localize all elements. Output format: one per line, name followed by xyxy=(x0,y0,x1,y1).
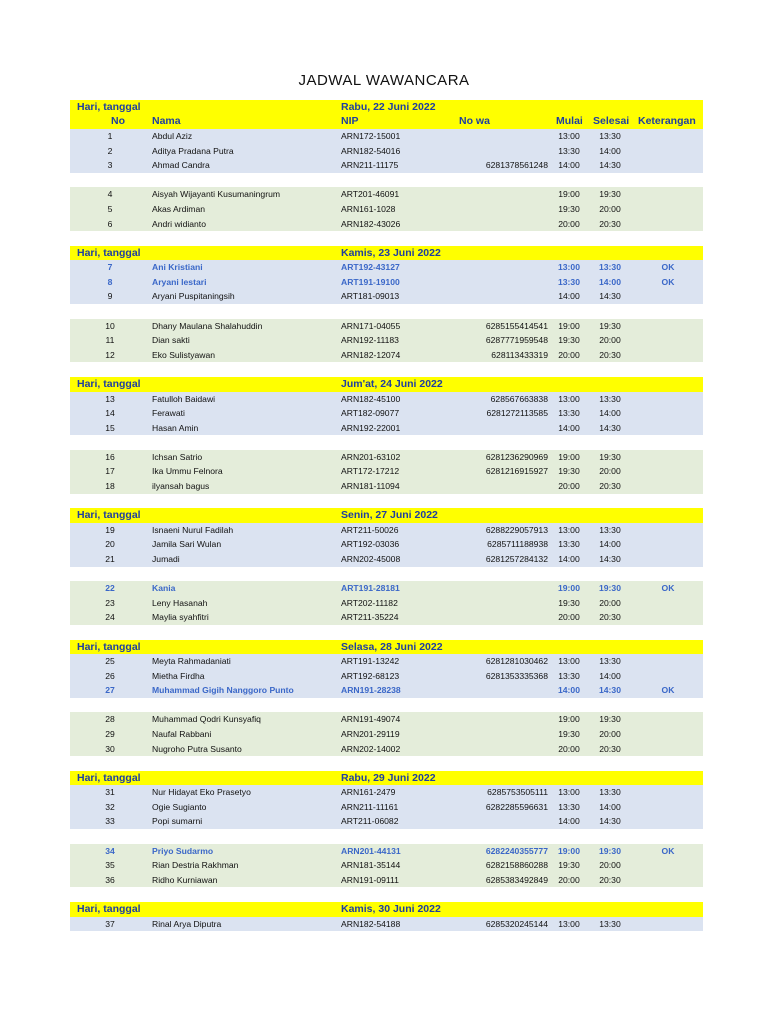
row-start-time: 14:00 xyxy=(558,422,580,433)
row-end-time: 13:30 xyxy=(599,524,621,535)
row-nip: ARN181-35144 xyxy=(341,860,401,871)
row-start-time: 20:00 xyxy=(558,349,580,360)
row-nip: ARN182-54016 xyxy=(341,145,401,156)
row-start-time: 19:00 xyxy=(558,320,580,331)
page-title: JADWAL WAWANCARA xyxy=(298,72,470,89)
table-row xyxy=(70,187,703,202)
row-name: Aditya Pradana Putra xyxy=(152,145,234,156)
row-number: 10 xyxy=(105,320,115,331)
row-phone: 6285753505111 xyxy=(487,787,548,798)
row-number: 29 xyxy=(105,728,115,739)
day-header xyxy=(70,902,703,917)
row-start-time: 14:00 xyxy=(558,685,580,696)
group-spacer xyxy=(70,435,703,450)
row-name: Nur Hidayat Eko Prasetyo xyxy=(152,787,251,798)
row-number: 5 xyxy=(107,203,113,214)
day-date: Rabu, 29 Juni 2022 xyxy=(341,771,436,784)
row-name: Ridho Kurniawan xyxy=(152,874,218,885)
table-row xyxy=(70,406,703,421)
row-number: 9 xyxy=(107,291,113,302)
day-spacer xyxy=(70,494,703,509)
row-start-time: 14:00 xyxy=(558,291,580,302)
row-end-time: 20:00 xyxy=(599,860,621,871)
row-number: 13 xyxy=(105,393,115,404)
row-name: Kania xyxy=(152,583,176,594)
row-start-time: 20:00 xyxy=(558,874,580,885)
row-phone: 6287771959548 xyxy=(485,335,548,346)
row-number: 28 xyxy=(105,714,115,725)
row-end-time: 13:30 xyxy=(599,131,621,141)
row-start-time: 19:30 xyxy=(558,860,580,871)
row-start-time: 20:00 xyxy=(558,218,580,229)
row-nip: ARN191-09111 xyxy=(341,874,399,885)
row-name: Abdul Aziz xyxy=(152,131,193,141)
row-start-time: 13:30 xyxy=(558,145,580,156)
row-end-time: 20:30 xyxy=(599,218,621,229)
row-name: Aryani Puspitaningsih xyxy=(152,291,235,302)
row-start-time: 13:00 xyxy=(558,787,580,798)
day-header xyxy=(70,771,703,786)
group-spacer xyxy=(70,567,703,582)
col-keterangan-header: Keterangan xyxy=(638,115,696,127)
row-phone: 6285383492849 xyxy=(485,874,548,885)
table-row xyxy=(70,785,703,800)
row-number: 22 xyxy=(105,583,115,594)
row-name: Aisyah Wijayanti Kusumaningrum xyxy=(152,189,281,200)
row-end-time: 20:00 xyxy=(599,466,621,477)
row-start-time: 20:00 xyxy=(558,481,580,492)
day-spacer xyxy=(70,625,703,640)
row-end-time: 19:30 xyxy=(599,714,621,725)
row-end-time: 20:00 xyxy=(599,728,621,739)
row-end-time: 14:00 xyxy=(599,801,621,812)
day-header-label: Hari, tanggal xyxy=(77,640,141,653)
row-number: 34 xyxy=(105,845,115,856)
row-name: Ichsan Satrio xyxy=(152,451,203,462)
row-start-time: 19:00 xyxy=(558,583,580,594)
table-row xyxy=(70,844,703,859)
table-row xyxy=(70,873,703,888)
table-row xyxy=(70,464,703,479)
row-number: 27 xyxy=(105,685,115,696)
table-row xyxy=(70,421,703,436)
row-start-time: 19:30 xyxy=(558,335,580,346)
day-header xyxy=(70,100,703,129)
table-row xyxy=(70,392,703,407)
row-name: Akas Ardiman xyxy=(152,203,206,214)
row-phone: 6285155414541 xyxy=(485,320,548,331)
table-row xyxy=(70,727,703,742)
row-start-time: 19:30 xyxy=(558,466,580,477)
col-nip-header: NIP xyxy=(341,115,359,127)
day-date: Selasa, 28 Juni 2022 xyxy=(341,640,443,653)
row-nip: ART191-13242 xyxy=(341,656,400,666)
row-end-time: 19:30 xyxy=(599,845,621,856)
day-spacer xyxy=(70,756,703,771)
table-row xyxy=(70,552,703,567)
row-nip: ARN182-43026 xyxy=(341,218,401,229)
row-nip: ART201-46091 xyxy=(341,189,400,200)
row-nip: ART211-50026 xyxy=(341,524,399,535)
row-nip: ARN202-14002 xyxy=(341,743,401,754)
row-end-time: 14:30 xyxy=(599,422,621,433)
row-name: Leny Hasanah xyxy=(152,597,208,608)
row-name: Fatulloh Baidawi xyxy=(152,393,216,404)
row-number: 32 xyxy=(105,801,115,812)
day-date: Senin, 27 Juni 2022 xyxy=(341,509,438,522)
row-number: 25 xyxy=(105,656,115,666)
table-row xyxy=(70,217,703,232)
row-nip: ARN182-12074 xyxy=(341,349,401,360)
row-name: Eko Sulistyawan xyxy=(152,349,216,360)
row-name: Muhammad Qodri Kunsyafiq xyxy=(152,714,261,725)
row-nip: ART192-03036 xyxy=(341,539,400,550)
row-name: Priyo Sudarmo xyxy=(152,845,214,856)
row-number: 1 xyxy=(107,131,113,141)
row-start-time: 19:00 xyxy=(558,189,580,200)
row-nip: ART182-09077 xyxy=(341,408,400,419)
row-end-time: 13:30 xyxy=(599,393,621,404)
table-row xyxy=(70,610,703,625)
row-end-time: 20:30 xyxy=(599,874,621,885)
row-name: Ogie Sugianto xyxy=(152,801,207,812)
row-nip: ARN181-11094 xyxy=(341,481,400,492)
row-number: 3 xyxy=(107,160,113,171)
table-row xyxy=(70,858,703,873)
row-phone: 628113433319 xyxy=(491,349,548,360)
row-number: 12 xyxy=(105,349,115,360)
day-date: Kamis, 23 Juni 2022 xyxy=(341,246,441,259)
row-end-time: 14:30 xyxy=(599,816,621,827)
row-number: 4 xyxy=(107,189,113,200)
row-name: Ani Kristiani xyxy=(152,262,203,273)
day-date: Rabu, 22 Juni 2022 xyxy=(341,101,436,113)
row-nip: ARN171-04055 xyxy=(341,320,401,331)
row-nip: ARN182-45100 xyxy=(341,393,401,404)
row-number: 8 xyxy=(107,276,113,287)
row-phone: 6288229057913 xyxy=(485,524,548,535)
row-phone: 6285320245144 xyxy=(485,918,548,929)
table-row xyxy=(70,348,703,363)
day-header xyxy=(70,640,703,655)
row-number: 17 xyxy=(105,466,115,477)
row-start-time: 14:00 xyxy=(558,816,580,827)
row-number: 30 xyxy=(105,743,115,754)
row-phone: 6282158860288 xyxy=(485,860,548,871)
row-start-time: 19:30 xyxy=(558,597,580,608)
row-name: Muhammad Gigih Nanggoro Punto xyxy=(152,685,294,696)
row-start-time: 13:00 xyxy=(558,393,580,404)
row-end-time: 14:30 xyxy=(599,291,621,302)
table-row xyxy=(70,450,703,465)
row-phone: 6282285596631 xyxy=(485,801,548,812)
row-phone: 6285711188938 xyxy=(487,539,548,550)
row-start-time: 20:00 xyxy=(558,612,580,623)
day-header-label: Hari, tanggal xyxy=(77,509,141,522)
row-name: ilyansah bagus xyxy=(152,481,210,492)
table-row xyxy=(70,917,703,932)
day-header-label: Hari, tanggal xyxy=(77,903,141,915)
row-end-time: 13:30 xyxy=(599,262,621,273)
row-note: OK xyxy=(661,685,675,696)
row-nip: ARN172-15001 xyxy=(341,131,401,141)
row-name: Ahmad Candra xyxy=(152,160,210,171)
row-name: Dian sakti xyxy=(152,335,190,346)
row-number: 21 xyxy=(105,553,115,564)
row-nip: ART211-35224 xyxy=(341,612,399,623)
row-name: Andri widianto xyxy=(152,218,206,229)
row-start-time: 14:00 xyxy=(558,160,580,171)
row-nip: ART211-06082 xyxy=(341,816,399,827)
row-name: Aryani lestari xyxy=(152,276,207,287)
row-end-time: 19:30 xyxy=(599,320,621,331)
table-row xyxy=(70,654,703,669)
table-row xyxy=(70,202,703,217)
row-start-time: 13:00 xyxy=(558,918,580,929)
table-row xyxy=(70,129,703,144)
row-end-time: 14:30 xyxy=(599,553,621,564)
row-name: Rinal Arya Diputra xyxy=(152,918,222,929)
table-row xyxy=(70,275,703,290)
row-number: 35 xyxy=(105,860,115,871)
row-start-time: 13:00 xyxy=(558,524,580,535)
table-row xyxy=(70,581,703,596)
table-row xyxy=(70,800,703,815)
row-phone: 6281281030462 xyxy=(485,656,548,666)
row-nip: ARN201-29119 xyxy=(341,728,400,739)
row-end-time: 14:30 xyxy=(599,160,621,171)
row-end-time: 14:00 xyxy=(599,145,621,156)
group-spacer xyxy=(70,304,703,319)
table-row xyxy=(70,319,703,334)
row-note: OK xyxy=(661,262,675,273)
row-nip: ARN202-45008 xyxy=(341,553,401,564)
row-name: Maylia syahfitri xyxy=(152,612,209,623)
row-number: 37 xyxy=(105,918,115,929)
row-name: Rian Destria Rakhman xyxy=(152,860,239,871)
row-name: Hasan Amin xyxy=(152,422,199,433)
row-start-time: 13:30 xyxy=(558,801,580,812)
row-nip: ART181-09013 xyxy=(341,291,400,302)
row-number: 19 xyxy=(105,524,115,535)
row-nip: ARN191-49074 xyxy=(341,714,401,725)
table-row xyxy=(70,333,703,348)
group-spacer xyxy=(70,698,703,713)
row-nip: ARN211-11161 xyxy=(341,801,399,812)
row-nip: ART192-43127 xyxy=(341,262,400,273)
row-name: Dhany Maulana Shalahuddin xyxy=(152,320,263,331)
day-header xyxy=(70,246,703,261)
row-name: Meyta Rahmadaniati xyxy=(152,656,231,666)
table-row xyxy=(70,596,703,611)
row-phone: 6281216915927 xyxy=(485,466,548,477)
row-start-time: 13:00 xyxy=(558,656,580,666)
row-name: Ferawati xyxy=(152,408,185,419)
row-number: 7 xyxy=(107,262,113,273)
row-name: Popi sumarni xyxy=(152,816,203,827)
day-header-label: Hari, tanggal xyxy=(77,101,141,113)
row-start-time: 13:30 xyxy=(558,539,580,550)
row-start-time: 19:00 xyxy=(558,714,580,725)
row-end-time: 14:00 xyxy=(599,539,621,550)
table-row xyxy=(70,158,703,173)
row-end-time: 13:30 xyxy=(599,787,621,798)
row-number: 18 xyxy=(105,481,115,492)
row-number: 31 xyxy=(105,787,115,798)
row-end-time: 14:00 xyxy=(599,670,621,681)
row-nip: ART172-17212 xyxy=(341,466,400,477)
table-row xyxy=(70,712,703,727)
table-row xyxy=(70,479,703,494)
table-row xyxy=(70,144,703,159)
row-note: OK xyxy=(661,583,675,594)
row-nip: ART192-68123 xyxy=(341,670,400,681)
group-spacer xyxy=(70,829,703,844)
row-end-time: 14:30 xyxy=(599,685,621,696)
day-header-label: Hari, tanggal xyxy=(77,771,141,784)
row-phone: 628567663838 xyxy=(490,393,548,404)
row-end-time: 13:30 xyxy=(599,656,621,666)
group-spacer xyxy=(70,173,703,188)
row-nip: ARN191-28238 xyxy=(341,685,401,696)
row-number: 2 xyxy=(107,145,113,156)
row-nip: ART202-11182 xyxy=(341,597,398,608)
row-nip: ARN211-11175 xyxy=(341,160,399,171)
table-row xyxy=(70,814,703,829)
row-end-time: 20:00 xyxy=(599,203,621,214)
row-start-time: 19:30 xyxy=(558,203,580,214)
row-nip: ARN161-1028 xyxy=(341,203,396,214)
row-name: Isnaeni Nurul Fadilah xyxy=(152,524,234,535)
row-nip: ARN201-63102 xyxy=(341,451,401,462)
table-row xyxy=(70,289,703,304)
row-nip: ARN161-2479 xyxy=(341,787,396,798)
row-number: 11 xyxy=(105,335,115,346)
row-start-time: 13:30 xyxy=(558,408,580,419)
row-number: 16 xyxy=(105,451,115,462)
row-end-time: 20:00 xyxy=(599,335,621,346)
row-end-time: 20:30 xyxy=(599,743,621,754)
day-spacer xyxy=(70,362,703,377)
row-end-time: 14:00 xyxy=(599,408,621,419)
row-number: 33 xyxy=(105,816,115,827)
row-end-time: 20:30 xyxy=(599,481,621,492)
day-date: Kamis, 30 Juni 2022 xyxy=(341,903,441,915)
row-number: 26 xyxy=(105,670,115,681)
row-start-time: 13:00 xyxy=(558,131,580,141)
row-nip: ARN192-22001 xyxy=(341,422,401,433)
row-nip: ART191-28181 xyxy=(341,583,400,594)
day-spacer xyxy=(70,231,703,246)
row-start-time: 14:00 xyxy=(558,553,580,564)
day-date: Jum'at, 24 Juni 2022 xyxy=(341,378,443,390)
table-row xyxy=(70,669,703,684)
day-header-label: Hari, tanggal xyxy=(77,378,141,390)
row-start-time: 19:00 xyxy=(558,845,580,856)
row-end-time: 20:30 xyxy=(599,349,621,360)
day-header-label: Hari, tanggal xyxy=(77,246,141,259)
row-nip: ARN182-54188 xyxy=(341,918,401,929)
row-name: Jumadi xyxy=(152,553,180,564)
row-nip: ARN201-44131 xyxy=(341,845,401,856)
row-number: 20 xyxy=(105,539,115,550)
day-header xyxy=(70,508,703,523)
row-name: Nugroho Putra Susanto xyxy=(152,743,242,754)
row-name: Ika Ummu Felnora xyxy=(152,466,223,477)
row-name: Mietha Firdha xyxy=(152,670,205,681)
row-nip: ARN192-11183 xyxy=(341,335,399,346)
row-phone: 6281353335368 xyxy=(485,670,548,681)
row-number: 6 xyxy=(107,218,113,229)
row-phone: 6281272113585 xyxy=(486,408,548,419)
row-end-time: 13:30 xyxy=(599,918,621,929)
table-row xyxy=(70,523,703,538)
table-row xyxy=(70,260,703,275)
row-number: 15 xyxy=(105,422,115,433)
row-end-time: 14:00 xyxy=(599,276,621,287)
row-name: Naufal Rabbani xyxy=(152,728,212,739)
row-note: OK xyxy=(661,845,675,856)
row-end-time: 19:30 xyxy=(599,451,621,462)
row-phone: 6282240355777 xyxy=(485,845,548,856)
col-no-wa-header: No wa xyxy=(459,115,490,127)
row-number: 14 xyxy=(105,408,115,419)
table-row xyxy=(70,537,703,552)
table-row xyxy=(70,742,703,757)
row-nip: ART191-19100 xyxy=(341,276,400,287)
day-spacer xyxy=(70,887,703,902)
row-end-time: 20:30 xyxy=(599,612,621,623)
row-phone: 6281257284132 xyxy=(485,553,548,564)
col-selesai-header: Selesai xyxy=(593,115,630,127)
day-spacer xyxy=(70,931,703,946)
row-end-time: 19:30 xyxy=(599,189,621,200)
col-mulai-header: Mulai xyxy=(556,115,583,127)
row-note: OK xyxy=(661,276,675,287)
row-start-time: 19:30 xyxy=(558,728,580,739)
row-start-time: 13:30 xyxy=(558,276,580,287)
col-no-header: No xyxy=(111,115,125,127)
day-header xyxy=(70,377,703,392)
row-start-time: 13:00 xyxy=(558,262,580,273)
row-phone: 6281378561248 xyxy=(485,160,548,171)
row-number: 24 xyxy=(105,612,115,623)
row-name: Jamila Sari Wulan xyxy=(152,539,222,550)
row-phone: 6281236290969 xyxy=(485,451,548,462)
row-start-time: 20:00 xyxy=(558,743,580,754)
row-end-time: 19:30 xyxy=(599,583,621,594)
schedule-table xyxy=(70,100,703,946)
row-end-time: 20:00 xyxy=(599,597,621,608)
col-nama-header: Nama xyxy=(152,115,181,127)
row-number: 23 xyxy=(105,597,115,608)
row-start-time: 13:30 xyxy=(558,670,580,681)
row-number: 36 xyxy=(105,874,115,885)
row-start-time: 19:00 xyxy=(558,451,580,462)
table-row xyxy=(70,683,703,698)
